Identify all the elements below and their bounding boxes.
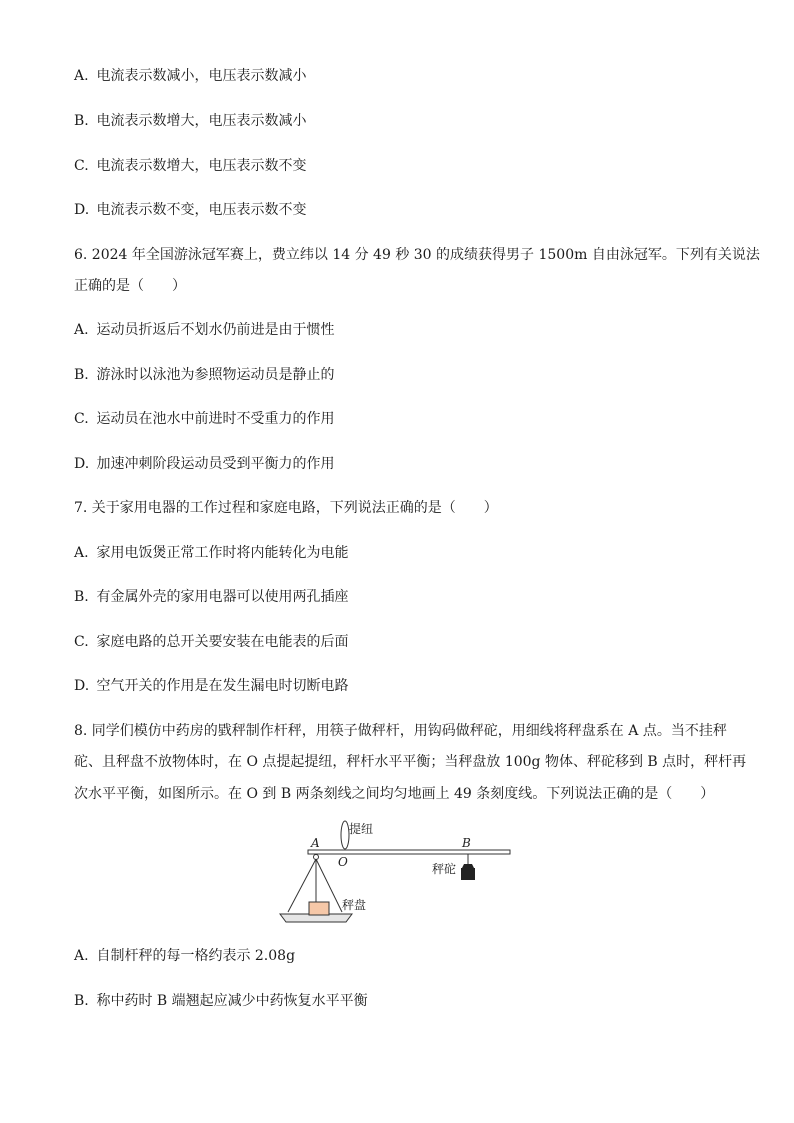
option-text: 称中药时 B 端翘起应减少中药恢复水平平衡 [96, 993, 368, 1009]
weight-top [462, 864, 474, 868]
option-text: 家庭电路的总开关要安装在电能表的后面 [96, 634, 349, 650]
q5-option-d [74, 200, 306, 220]
option-text: 游泳时以泳池为参照物运动员是静止的 [96, 367, 335, 383]
label-tizhou: 提纽 [349, 822, 374, 836]
option-text: 有金属外壳的家用电器可以使用两孔插座 [96, 589, 349, 605]
q8-option-a [74, 946, 295, 966]
option-text: 自制杆秤的每一格约表示 2.08g [96, 948, 296, 964]
option-text: 空气开关的作用是在发生漏电时切断电路 [96, 678, 349, 694]
option-label: C. [74, 634, 89, 650]
option-label: B. [74, 993, 89, 1009]
hook-a [314, 855, 319, 860]
option-label: D. [74, 456, 90, 472]
option-text: 运动员折返后不划水仍前进是由于惯性 [96, 322, 335, 338]
option-text: 运动员在池水中前进时不受重力的作用 [96, 411, 335, 427]
option-label: C. [74, 411, 89, 427]
q6-stem-line1: 6. 2024 年全国游泳冠军赛上，费立纬以 14 分 49 秒 30 的成绩获得男子 1500m 自由泳冠军。下列有关说法 [74, 247, 760, 263]
option-text: 家用电饭煲正常工作时将内能转化为电能 [96, 545, 349, 561]
q6-option-b [74, 365, 334, 385]
label-b: B [462, 836, 471, 850]
option-label: D. [74, 678, 90, 694]
option-label: A. [74, 322, 89, 338]
option-text: 电流表示数不变，电压表示数不变 [96, 202, 307, 218]
q8-stem-line3: 次水平平衡，如图所示。在 O 到 B 两条刻线之间均匀地画上 49 条刻度线。下列说法正确的是（ ） [74, 786, 715, 802]
q5-option-c [74, 156, 306, 176]
option-text: 电流表示数减小，电压表示数减小 [96, 68, 307, 84]
lifting-loop [341, 821, 349, 849]
option-text: 加速冲刺阶段运动员受到平衡力的作用 [96, 456, 335, 472]
q5-option-b [74, 111, 306, 131]
q6-option-d [74, 454, 334, 474]
option-label: B. [74, 367, 89, 383]
label-a: A [311, 836, 320, 850]
q6-option-a [74, 320, 334, 340]
weight [461, 868, 475, 880]
q7-option-c [74, 632, 348, 652]
label-chengtuo: 秤砣 [432, 862, 457, 876]
label-chengpan: 秤盘 [342, 898, 367, 912]
option-label: C. [74, 158, 89, 174]
option-text: 电流表示数增大，电压表示数减小 [96, 113, 307, 129]
label-o: O [338, 855, 348, 869]
q8-stem-line2: 砣、且秤盘不放物体时，在 O 点提起提纽，秤杆水平平衡；当秤盘放 100g 物体、秤砣移到 B 点时，秤杆再 [74, 754, 747, 770]
q8-option-b [74, 991, 368, 1011]
steelyard-diagram [270, 818, 530, 930]
option-label: A. [74, 68, 89, 84]
q7-option-d [74, 676, 348, 696]
q6-option-c [74, 409, 334, 429]
option-label: B. [74, 589, 89, 605]
q8-stem-line1: 8. 同学们模仿中药房的戥秤制作杆秤，用筷子做秤杆，用钩码做秤砣，用细线将秤盘系在 A 点。当不挂秤 [74, 723, 727, 739]
q7-option-b [74, 587, 348, 607]
q5-option-a [74, 66, 306, 86]
option-text: 电流表示数增大，电压表示数不变 [96, 158, 307, 174]
q6-stem-line2: 正确的是（ ） [74, 278, 186, 294]
option-label: B. [74, 113, 89, 129]
option-label: D. [74, 202, 90, 218]
q7-option-a [74, 543, 348, 563]
beam [308, 850, 510, 854]
option-label: A. [74, 948, 89, 964]
object-on-pan [309, 902, 329, 915]
steelyard-figure [270, 818, 530, 930]
option-label: A. [74, 545, 89, 561]
q7-stem: 7. 关于家用电器的工作过程和家庭电路，下列说法正确的是（ ） [74, 500, 498, 516]
